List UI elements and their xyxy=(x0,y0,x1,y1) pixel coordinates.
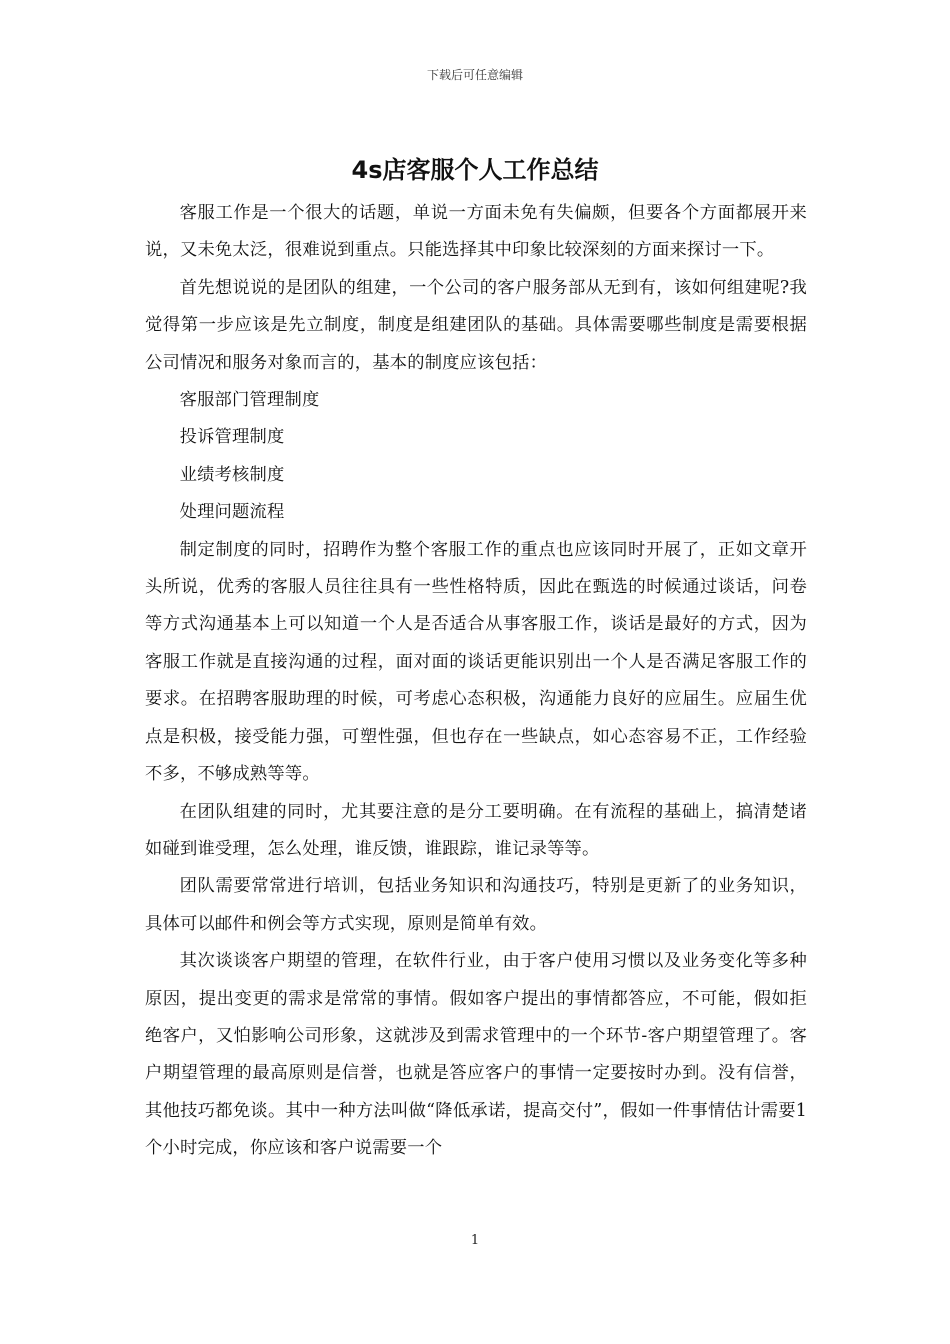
list-item: 客服部门管理制度 xyxy=(179,390,320,411)
list-item: 投诉管理制度 xyxy=(179,427,285,448)
document-title: 4s店客服个人工作总结 xyxy=(351,156,599,184)
paragraph: 在团队组建的同时，尤其要注意的是分工要明确。在有流程的基础上，搞清楚诸如碰到谁受理，怎么处理，谁反馈，谁跟踪，谁记录等等。 xyxy=(145,801,807,859)
list-item: 处理问题流程 xyxy=(179,502,285,523)
header-note: 下载后可任意编辑 xyxy=(426,68,523,82)
paragraph: 客服工作是一个很大的话题，单说一方面未免有失偏颇，但要各个方面都展开来说，又未免太泛，很难说到重点。只能选择其中印象比较深刻的方面来探讨一下。 xyxy=(145,203,807,261)
page-number: 1 xyxy=(470,1233,480,1248)
list-item: 业绩考核制度 xyxy=(179,464,285,485)
paragraph: 其次谈谈客户期望的管理，在软件行业，由于客户使用习惯以及业务变化等多种原因，提出变更的需求是常常的事情。假如客户提出的事情都答应，不可能，假如拒绝客户，又怕影响公司形象，这就涉及到需求管理中的一个环节-客户期望管理了。客户期望管理的最高原则是信誉，也就是答应客户的事情一定要按时办到。没有信誉，其他技巧都免谈。其中一种方法叫做“降低承诺，提高交付”，假如一件事情估计需要1个小时完成，你应该和客户说需要一个 xyxy=(145,951,807,1159)
document-body xyxy=(145,195,807,1168)
paragraph: 首先想说说的是团队的组建，一个公司的客户服务部从无到有，该如何组建呢?我觉得第一步应该是先立制度，制度是组建团队的基础。具体需要哪些制度是需要根据公司情况和服务对象而言的，基本的制度应该包括： xyxy=(145,277,807,373)
paragraph: 团队需要常常进行培训，包括业务知识和沟通技巧，特别是更新了的业务知识，具体可以邮件和例会等方式实现，原则是简单有效。 xyxy=(145,876,807,934)
paragraph: 制定制度的同时，招聘作为整个客服工作的重点也应该同时开展了，正如文章开头所说，优秀的客服人员往往具有一些性格特质，因此在甄选的时候通过谈话，问卷等方式沟通基本上可以知道一个人是否适合从事客服工作，谈话是最好的方式，因为客服工作就是直接沟通的过程，面对面的谈话更能识别出一个人是否满足客服工作的要求。在招聘客服助理的时候，可考虑心态积极，沟通能力良好的应届生。应届生优点是积极，接受能力强，可塑性强，但也存在一些缺点，如心态容易不正，工作经验不多，不够成熟等等。 xyxy=(145,539,807,785)
